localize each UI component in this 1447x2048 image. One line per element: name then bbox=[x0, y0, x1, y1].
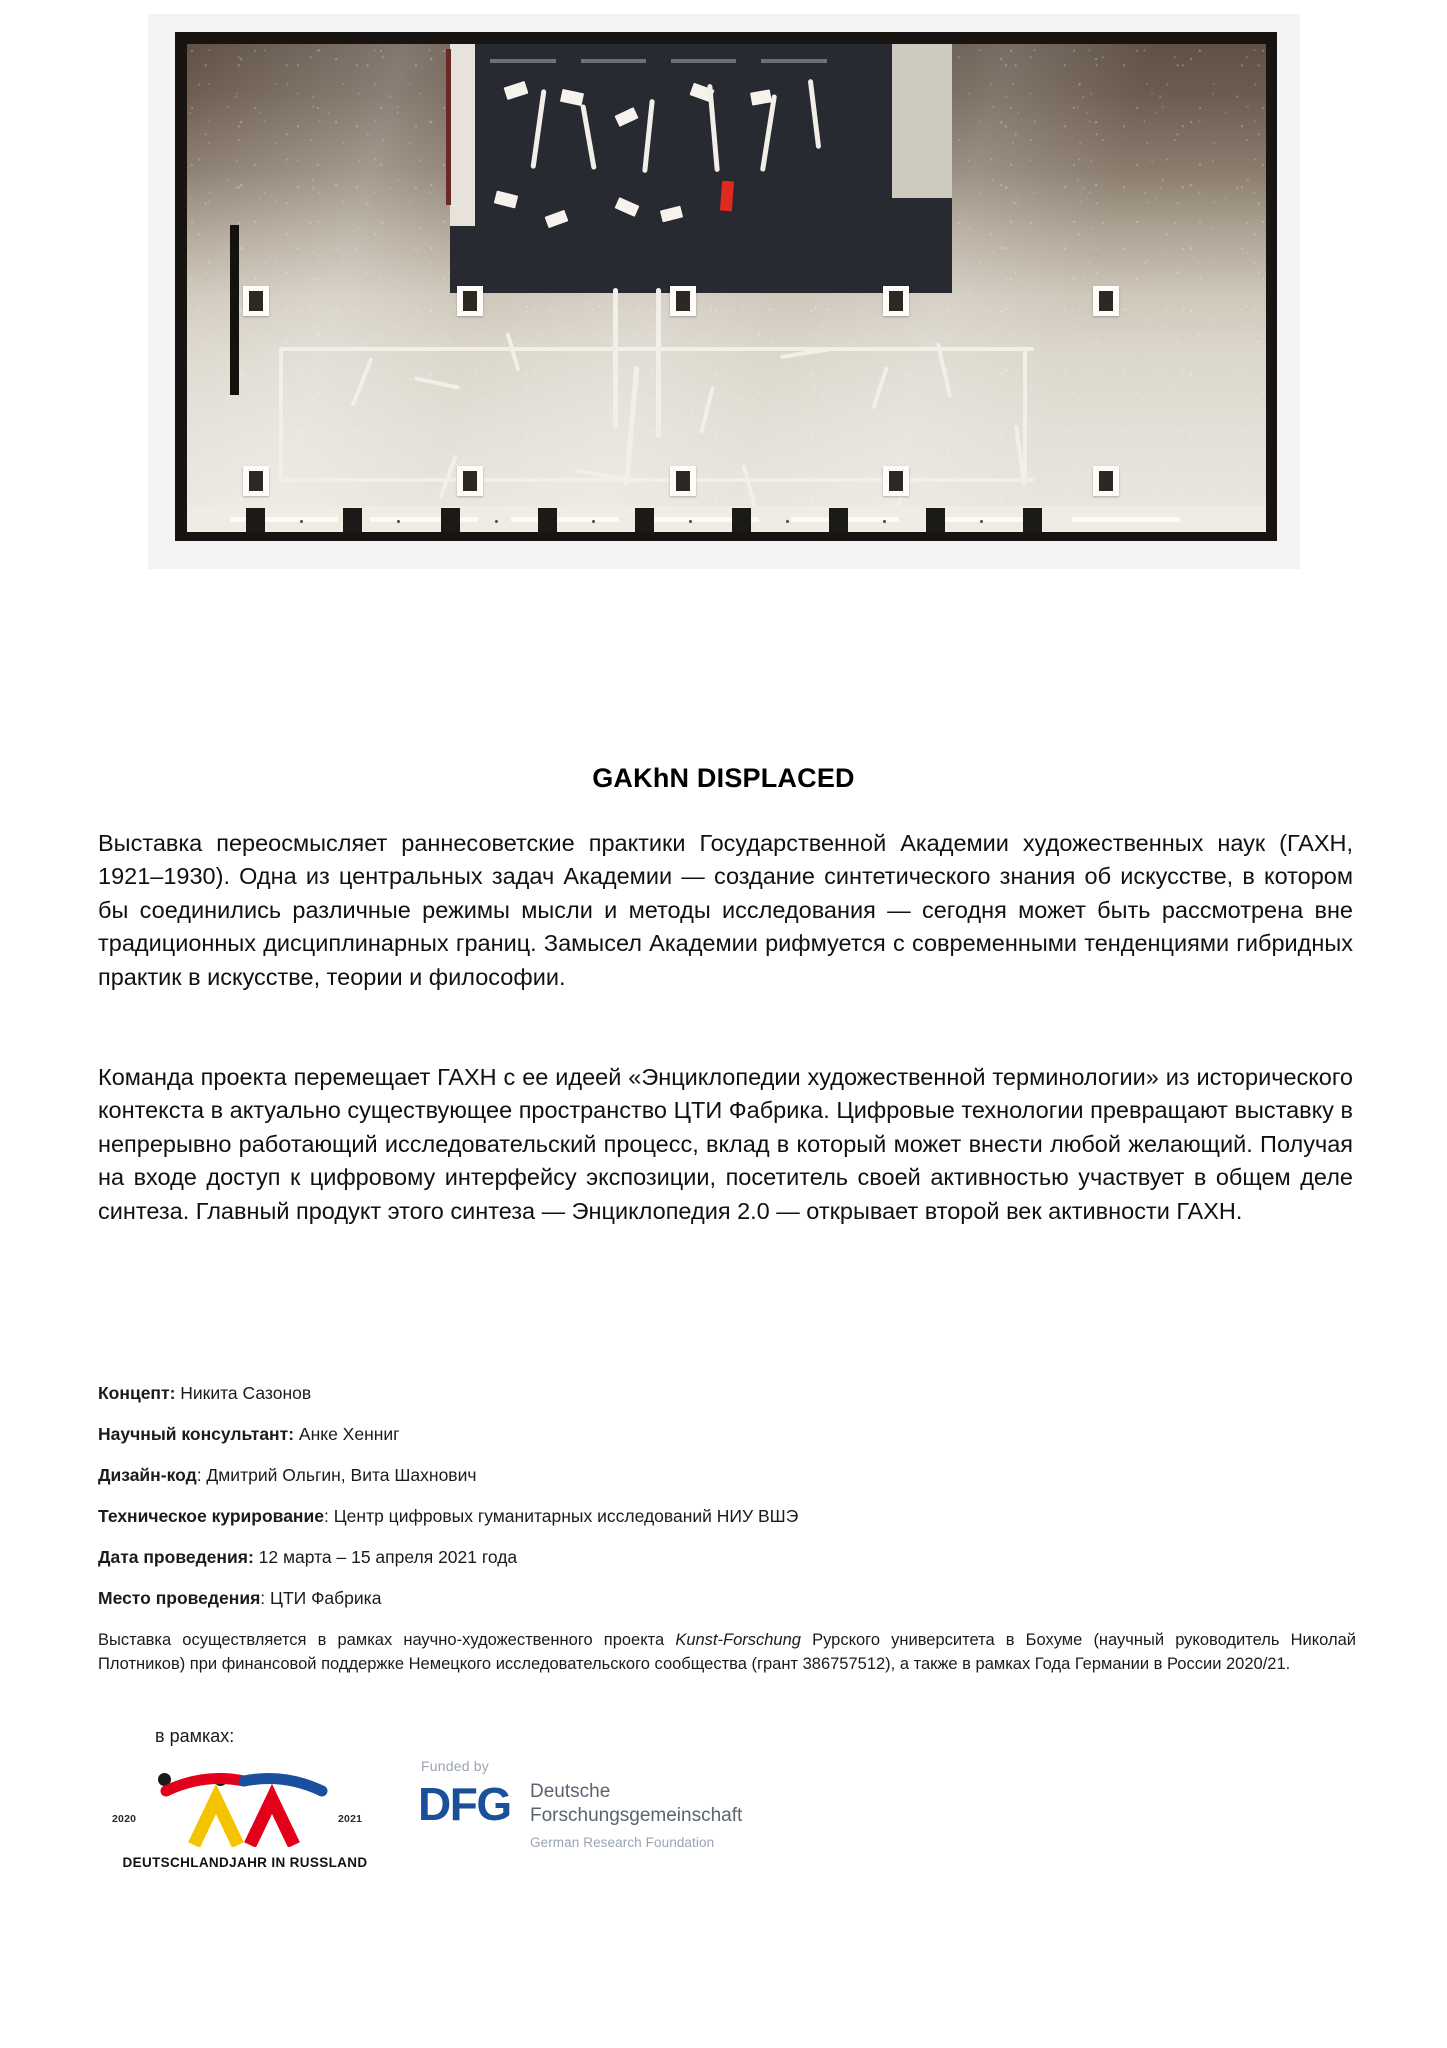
credit-venue bbox=[98, 1588, 1353, 1609]
cable bbox=[613, 288, 618, 428]
wall-label bbox=[457, 466, 483, 496]
photo-frame bbox=[175, 32, 1277, 541]
wall-label bbox=[670, 286, 696, 316]
cable bbox=[642, 99, 655, 173]
deutschlandjahr-logo bbox=[110, 1765, 380, 1881]
credits-list bbox=[98, 1383, 1353, 1629]
intro-paragraph-2: Команда проекта перемещает ГАХН с ее идеей «Энциклопедии художественной терминологии» из исторического контекста в актуально существующее пространство ЦТИ Фабрика. Цифровые технологии превращают выставку в непрерывно работающий исследовательский процесс, вклад в который может внести любой желающий. Получая на входе доступ к цифровому интерфейсу экспозиции, посетитель своей активностью участвует в общем деле синтеза. Главный продукт этого синтеза — Энциклопедия 2.0 — открывает второй век активности ГАХН. bbox=[98, 1064, 1353, 1224]
wall-label bbox=[243, 466, 269, 496]
wall-label bbox=[457, 286, 483, 316]
floor-plinth bbox=[187, 506, 1266, 532]
floor-line bbox=[279, 347, 1034, 351]
cable bbox=[807, 79, 820, 149]
wall-label bbox=[1093, 286, 1119, 316]
credit-value: Анке Хенниг bbox=[294, 1424, 400, 1444]
credit-dates bbox=[98, 1547, 1353, 1568]
dfg-full-name bbox=[530, 1780, 742, 1828]
hanging-tag bbox=[614, 107, 638, 127]
red-wall-strip bbox=[446, 49, 451, 205]
wall-label bbox=[670, 466, 696, 496]
dfg-wordmark: DFG bbox=[418, 1778, 511, 1830]
credit-value: : Центр цифровых гуманитарных исследований НИУ ВШЭ bbox=[324, 1506, 799, 1526]
exhibition-hall-photo bbox=[187, 44, 1266, 532]
credit-value: Никита Сазонов bbox=[175, 1383, 312, 1403]
credit-value: : ЦТИ Фабрика bbox=[260, 1588, 382, 1608]
cable bbox=[530, 89, 546, 169]
credit-value: 12 марта – 15 апреля 2021 года bbox=[253, 1547, 518, 1567]
cable bbox=[580, 104, 596, 170]
credit-value: : Дмитрий Ольгин, Вита Шахнович bbox=[196, 1465, 477, 1485]
deutschlandjahr-caption: DEUTSCHLANDJAHR IN RUSSLAND bbox=[122, 1855, 368, 1870]
footnote-part-1: Выставка осуществляется в рамках научно-художественного проекта bbox=[98, 1631, 676, 1649]
dfg-funded-by-label: Funded by bbox=[421, 1758, 489, 1774]
hanging-tag bbox=[494, 191, 518, 209]
credit-label: Концепт: bbox=[98, 1383, 176, 1403]
hanging-tag bbox=[660, 206, 683, 223]
footnote-part-2: Рурского университета в Бохуме (научный руководитель Николай Плотников) при финансовой поддержке Немецкого исследовательского сообщества (грант 386757512), а также в рамках Года Германии в России 2020/21. bbox=[98, 1631, 1356, 1673]
credit-label: Дизайн-код bbox=[98, 1465, 197, 1485]
cable bbox=[707, 84, 720, 172]
hero-photograph bbox=[148, 14, 1300, 569]
ceiling-rail bbox=[671, 59, 736, 63]
credit-technical-curation bbox=[98, 1506, 1353, 1527]
dfg-name-line-1: Deutsche bbox=[530, 1781, 611, 1802]
cable bbox=[760, 94, 777, 172]
wall-label bbox=[243, 286, 269, 316]
left-black-panel bbox=[230, 225, 239, 396]
dfg-english-name: German Research Foundation bbox=[530, 1835, 715, 1850]
logo-row bbox=[98, 1758, 898, 1885]
deutschlandjahr-mark-icon bbox=[158, 1765, 330, 1847]
ceiling-rail bbox=[581, 59, 646, 63]
ceiling-rail bbox=[761, 59, 826, 63]
hanging-tag bbox=[614, 197, 639, 217]
cable bbox=[656, 288, 661, 438]
credit-academic-consultant bbox=[98, 1424, 1353, 1445]
ceiling-rail bbox=[490, 59, 555, 63]
hanging-tag bbox=[544, 210, 568, 228]
credit-label: Место проведения bbox=[98, 1588, 261, 1608]
floor-line bbox=[279, 347, 283, 479]
credit-design-code bbox=[98, 1465, 1353, 1486]
credit-label: Техническое курирование bbox=[98, 1506, 324, 1526]
logo-year-left: 2020 bbox=[112, 1813, 137, 1825]
page-title: GAKhN DISPLACED bbox=[592, 763, 855, 793]
credit-concept bbox=[98, 1383, 1353, 1404]
hanging-tag-red bbox=[720, 180, 734, 211]
wall-label bbox=[883, 466, 909, 496]
floor-line bbox=[1023, 347, 1027, 479]
dfg-logo bbox=[418, 1758, 748, 1881]
ceiling-dark-block bbox=[450, 44, 952, 293]
credit-label: Научный консультант: bbox=[98, 1424, 295, 1444]
floor-line bbox=[279, 478, 1034, 482]
wall-label bbox=[883, 286, 909, 316]
hanging-tag bbox=[560, 89, 584, 106]
logo-year-right: 2021 bbox=[338, 1813, 363, 1825]
credit-label: Дата проведения: bbox=[98, 1547, 254, 1567]
framework-label: в рамках: bbox=[155, 1726, 235, 1746]
footnote-project-name: Kunst-Forschung bbox=[675, 1631, 801, 1649]
hanging-tag bbox=[750, 90, 772, 106]
funding-footnote bbox=[98, 1629, 1356, 1676]
dfg-name-line-2: Forschungsgemeinschaft bbox=[530, 1805, 743, 1826]
wall-label bbox=[1093, 466, 1119, 496]
hanging-tag bbox=[504, 81, 529, 100]
intro-paragraph-1: Выставка переосмысляет раннесоветские практики Государственной Академии художественных наук (ГАХН, 1921–1930). Одна из центральных задач Академии — создание синтетического знания об искусстве, в котором бы соединились различные режимы мысли и методы исследования — сегодня может быть рассмотрена вне традиционных дисциплинарных границ. Замысел Академии рифмуется с современными тенденциями гибридных практик в искусстве, теории и философии. bbox=[98, 830, 1353, 990]
